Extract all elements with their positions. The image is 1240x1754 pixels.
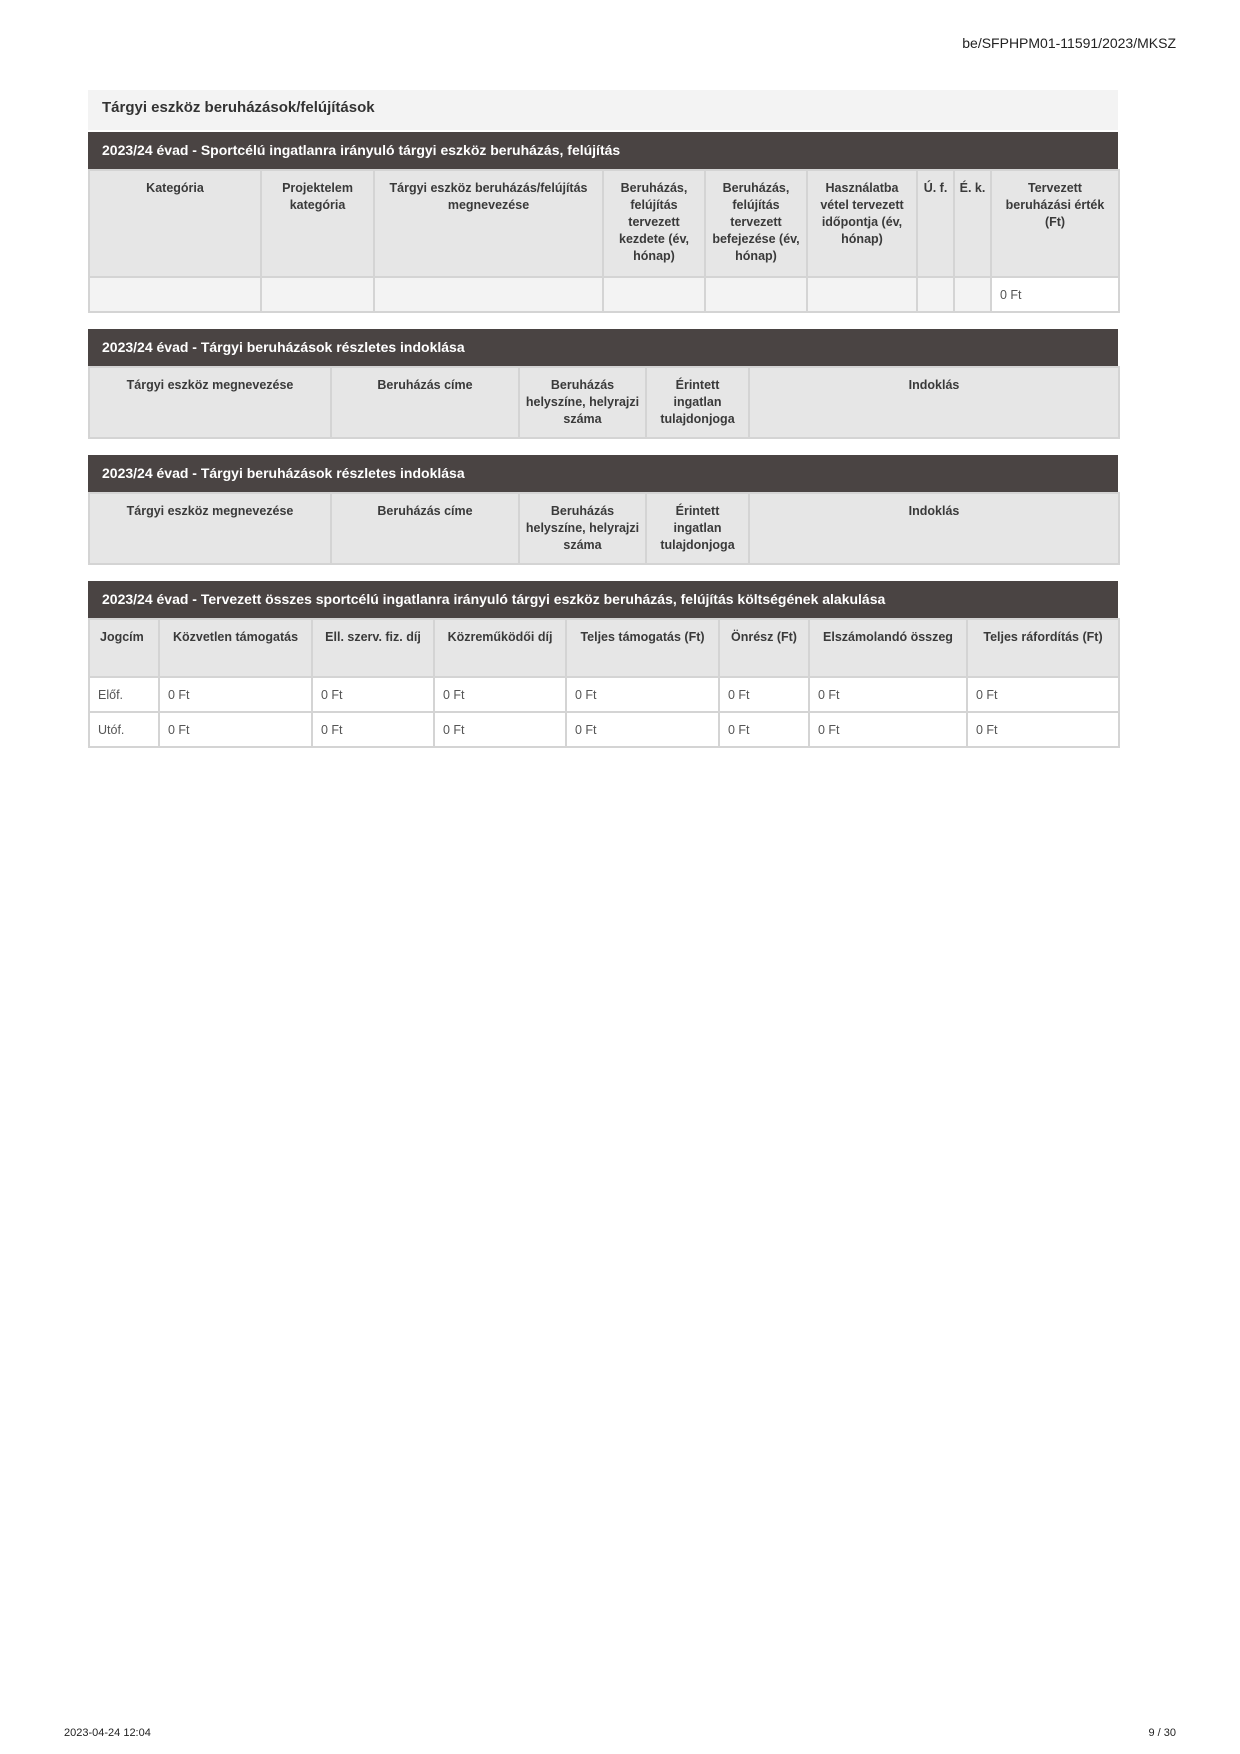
table-cell: 0 Ft [159,677,312,712]
table-cell: 0 Ft [312,712,434,747]
column-header: Közreműködői díj [434,619,566,677]
justification-block-1 [88,329,1118,439]
justification-table-title: 2023/24 évad - Tárgyi beruházások részletes indoklása [88,329,1118,366]
table-cell: 0 Ft [967,712,1119,747]
table-cell [954,277,991,312]
column-header: Projektelem kategória [261,170,374,277]
table-cell: 0 Ft [967,677,1119,712]
table-cell: 0 Ft [434,677,566,712]
table-cell: 0 Ft [809,677,967,712]
planned-value-cell: 0 Ft [991,277,1119,312]
column-header: Beruházás helyszíne, helyrajzi száma [519,367,646,438]
table-cell [89,277,261,312]
table-row [89,677,1119,712]
column-header: Közvetlen támogatás [159,619,312,677]
table-cell: 0 Ft [719,712,809,747]
table-cell [705,277,807,312]
investment-header-row [89,170,1119,277]
table-cell: 0 Ft [312,677,434,712]
justification-table [88,366,1120,439]
column-header: Tárgyi eszköz beruházás/felújítás megnevezése [374,170,603,277]
investment-table-title: 2023/24 évad - Sportcélú ingatlanra irányuló tárgyi eszköz beruházás, felújítás [88,132,1118,169]
justification-header-row [89,493,1119,564]
column-header: Érintett ingatlan tulajdonjoga [646,367,749,438]
table-cell: 0 Ft [159,712,312,747]
column-header: Tervezett beruházási érték (Ft) [991,170,1119,277]
page-number: 9 / 30 [1148,1727,1176,1739]
column-header: Beruházás, felújítás tervezett befejezése (év, hónap) [705,170,807,277]
footer-date: 2023-04-24 12:04 [64,1727,151,1739]
column-header: Használatba vétel tervezett időpontja (év, hónap) [807,170,917,277]
table-cell [807,277,917,312]
document-id: be/SFPHPM01-11591/2023/MKSZ [962,35,1176,51]
table-cell: 0 Ft [719,677,809,712]
column-header: Indoklás [749,367,1119,438]
page-content [88,90,1118,748]
column-header: Érintett ingatlan tulajdonjoga [646,493,749,564]
column-header: Teljes támogatás (Ft) [566,619,719,677]
table-cell [374,277,603,312]
cost-header-row [89,619,1119,677]
investment-table [88,169,1120,313]
column-header: Beruházás helyszíne, helyrajzi száma [519,493,646,564]
column-header: Indoklás [749,493,1119,564]
table-cell: 0 Ft [566,677,719,712]
column-header: Beruházás címe [331,367,519,438]
table-cell: Utóf. [89,712,159,747]
cost-table [88,618,1120,748]
cost-table-title: 2023/24 évad - Tervezett összes sportcélú ingatlanra irányuló tárgyi eszköz beruházás, felújítás költségének alakulása [88,581,1118,618]
table-cell: Előf. [89,677,159,712]
table-cell [603,277,705,312]
table-cell: 0 Ft [809,712,967,747]
column-header: Beruházás címe [331,493,519,564]
justification-table [88,492,1120,565]
table-row [89,277,1119,312]
cost-block [88,581,1118,748]
table-row [89,712,1119,747]
table-cell [917,277,954,312]
column-header: Kategória [89,170,261,277]
column-header: Önrész (Ft) [719,619,809,677]
column-header: Ell. szerv. fiz. díj [312,619,434,677]
column-header: Tárgyi eszköz megnevezése [89,367,331,438]
table-cell [261,277,374,312]
column-header: Jogcím [89,619,159,677]
column-header: Ú. f. [917,170,954,277]
column-header: Elszámolandó összeg [809,619,967,677]
column-header: Beruházás, felújítás tervezett kezdete (év, hónap) [603,170,705,277]
section-heading: Tárgyi eszköz beruházások/felújítások [88,90,1118,130]
justification-header-row [89,367,1119,438]
column-header: É. k. [954,170,991,277]
investment-block [88,132,1118,313]
justification-table-title: 2023/24 évad - Tárgyi beruházások részletes indoklása [88,455,1118,492]
column-header: Tárgyi eszköz megnevezése [89,493,331,564]
justification-block-2 [88,455,1118,565]
column-header: Teljes ráfordítás (Ft) [967,619,1119,677]
table-cell: 0 Ft [434,712,566,747]
table-cell: 0 Ft [566,712,719,747]
